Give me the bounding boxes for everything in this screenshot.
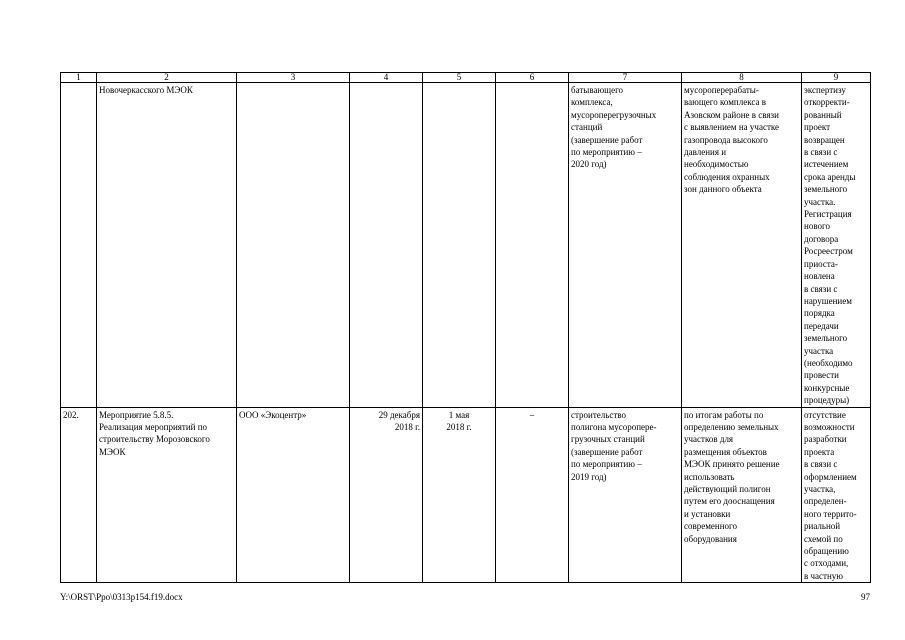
expected-result-cell: строительство полигона мусоропере- грузочных станций (завершение работ по мероприятию – 2019 год)	[569, 407, 682, 583]
column-header-8: 8	[682, 73, 802, 83]
reasons-cell: экспертизу откорректи- рованный проект возвращен в связи с истечением срока аренды земельного участка. Регистрация нового договора Росреестром приоста- новлена в связи с нарушением порядка передачи земельного участка (необходимо провести конкурсные процедуры)	[802, 83, 871, 408]
executor-cell: ООО «Экоцентр»	[237, 407, 350, 583]
reasons-cell: отсутствие возможности разработки проекта в связи с оформлением участка, определен- ного террито- риальной схемой по обращению с отходами, в частную	[802, 407, 871, 583]
measure-name-cell: Мероприятие 5.8.5. Реализация мероприятий по строительству Морозовского МЭОК	[97, 407, 237, 583]
column-header-7: 7	[569, 73, 682, 83]
table-header-row	[61, 73, 871, 83]
footer-page-number: 97	[861, 592, 870, 602]
column-header-3: 3	[237, 73, 350, 83]
actual-date-cell: 1 мая 2018 г.	[423, 407, 496, 583]
column-header-9: 9	[802, 73, 871, 83]
row-number-cell: 202.	[61, 407, 97, 583]
column-header-2: 2	[97, 73, 237, 83]
column-header-6: 6	[496, 73, 569, 83]
table-row	[61, 83, 871, 408]
planned-date-cell	[350, 83, 423, 408]
actual-result-cell: по итогам работы по определению земельных участков для размещения объектов МЭОК принято решение использовать действующий полигон путем его дооснащения и установки современного оборудования	[682, 407, 802, 583]
table-row	[61, 407, 871, 583]
measure-name-cell: Новочеркасского МЭОК	[97, 83, 237, 408]
executor-cell	[237, 83, 350, 408]
column-header-1: 1	[61, 73, 97, 83]
actual-date-cell	[423, 83, 496, 408]
footer-file-path: Y:\ORST\Ppo\0313p154.f19.docx	[60, 592, 183, 602]
column-header-4: 4	[350, 73, 423, 83]
expected-result-cell: батывающего комплекса, мусороперегрузочных станций (завершение работ по мероприятию – 2020 год)	[569, 83, 682, 408]
planned-date-cell: 29 декабря 2018 г.	[350, 407, 423, 583]
column-6-cell: –	[496, 407, 569, 583]
column-header-5: 5	[423, 73, 496, 83]
main-table	[60, 72, 871, 583]
column-6-cell	[496, 83, 569, 408]
row-number-cell	[61, 83, 97, 408]
actual-result-cell: мусороперерабаты- вающего комплекса в Азовском районе в связи с выявлением на участке газопровода высокого давления и необходимостью соблюдения охранных зон данного объекта	[682, 83, 802, 408]
